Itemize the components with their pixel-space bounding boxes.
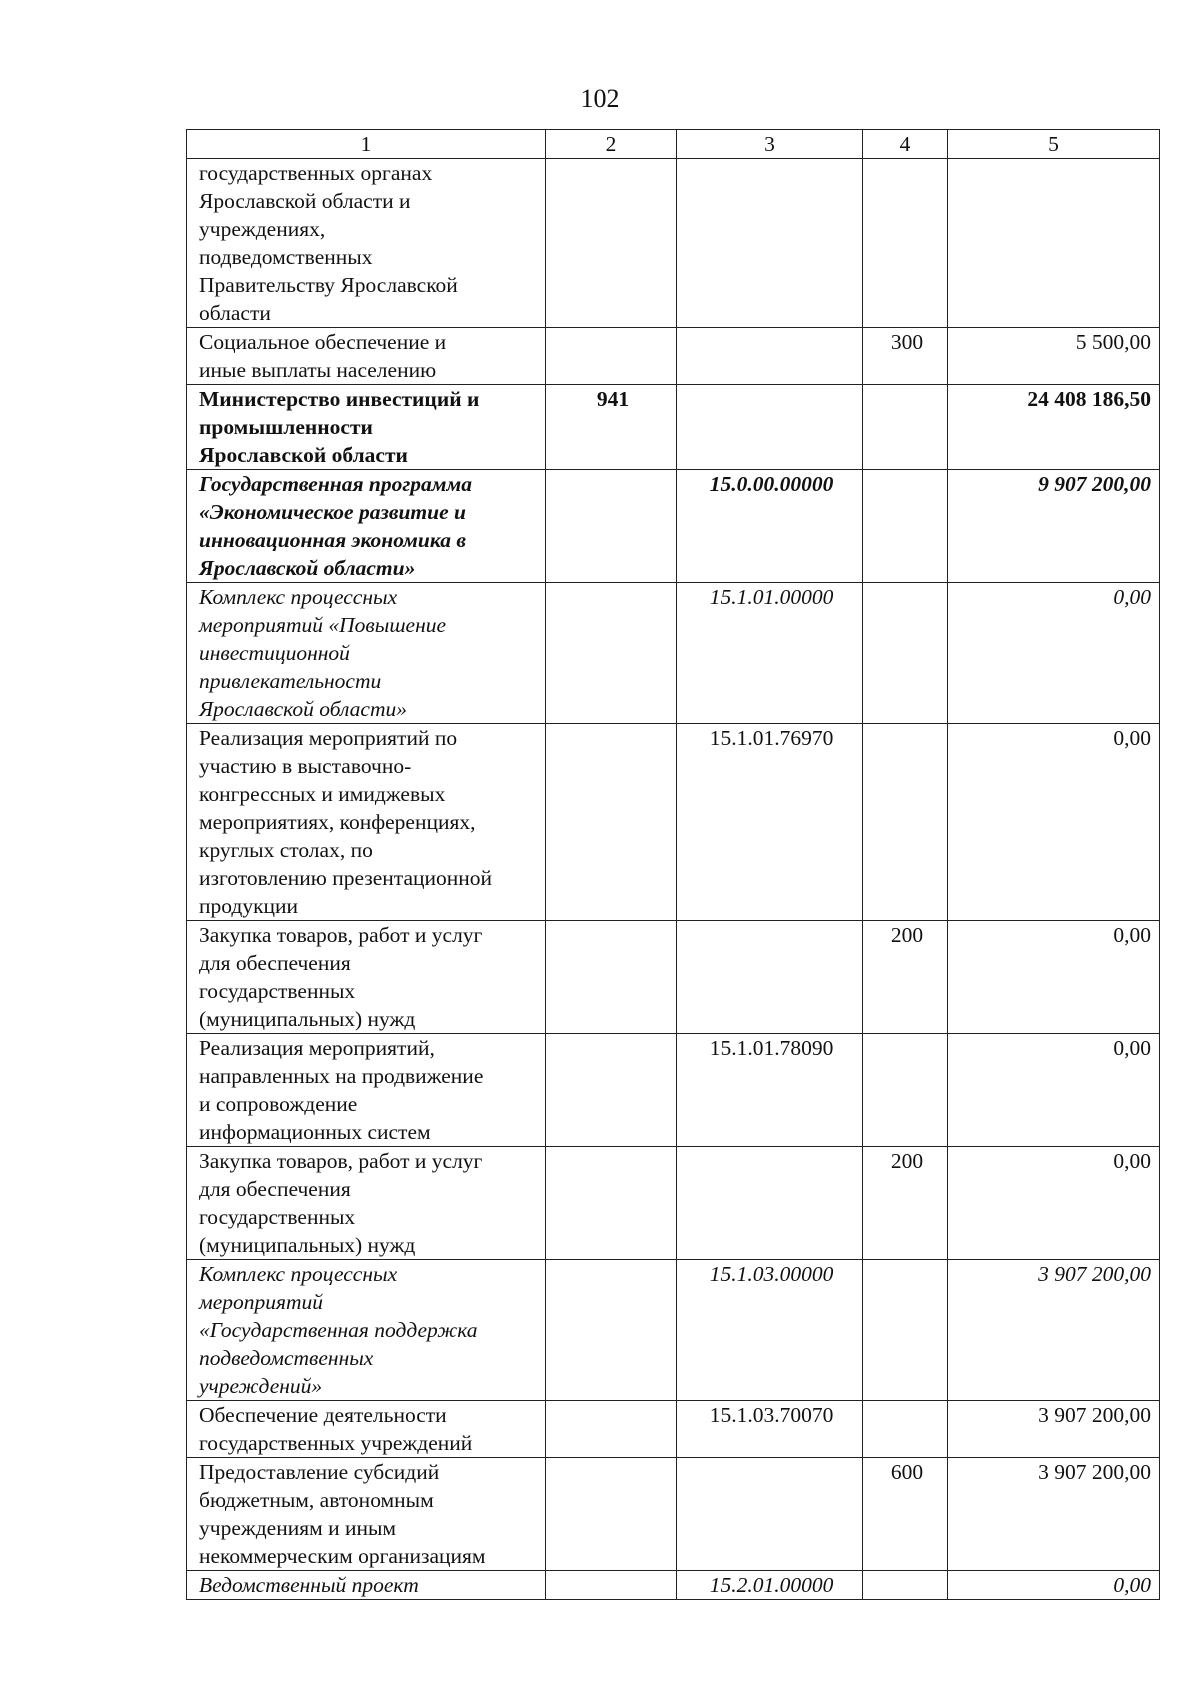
table-row [187,1147,1160,1260]
row-vr-cell: 600 [863,1458,948,1571]
row-csr-cell: 15.1.01.76970 [677,724,863,921]
table-row [187,1571,1160,1600]
table-row [187,724,1160,921]
row-grbs-cell [546,1401,677,1458]
column-header-2: 2 [546,130,677,159]
table-row [187,385,1160,470]
row-grbs-cell [546,583,677,724]
row-sum-cell: 0,00 [948,1034,1160,1147]
row-sum-cell: 3 907 200,00 [948,1458,1160,1571]
table-body [187,159,1160,1600]
row-csr-cell [677,921,863,1034]
row-vr-cell [863,1571,948,1600]
row-grbs-cell [546,724,677,921]
row-vr-cell [863,159,948,328]
row-csr-cell: 15.2.01.00000 [677,1571,863,1600]
row-grbs-cell [546,1458,677,1571]
row-name-cell: Закупка товаров, работ и услуг для обеспечения государственных (муниципальных) нужд [187,1147,546,1260]
row-vr-cell [863,724,948,921]
row-name-cell: Социальное обеспечение и иные выплаты населению [187,328,546,385]
row-sum-cell: 5 500,00 [948,328,1160,385]
row-grbs-cell [546,328,677,385]
row-csr-cell: 15.1.01.78090 [677,1034,863,1147]
row-csr-cell [677,328,863,385]
row-grbs-cell [546,1571,677,1600]
table-row [187,921,1160,1034]
row-vr-cell [863,1260,948,1401]
row-vr-cell [863,385,948,470]
row-sum-cell: 0,00 [948,583,1160,724]
row-name-cell: государственных органах Ярославской области и учреждениях, подведомственных Правительству Ярославской области [187,159,546,328]
row-grbs-cell: 941 [546,385,677,470]
row-sum-cell: 0,00 [948,724,1160,921]
row-csr-cell: 15.1.03.00000 [677,1260,863,1401]
page-number: 102 [580,84,620,113]
row-sum-cell: 0,00 [948,1571,1160,1600]
row-name-cell: Реализация мероприятий, направленных на продвижение и сопровождение информационных систем [187,1034,546,1147]
column-header-3: 3 [677,130,863,159]
row-csr-cell [677,159,863,328]
row-vr-cell: 200 [863,921,948,1034]
row-name-cell: Закупка товаров, работ и услуг для обеспечения государственных (муниципальных) нужд [187,921,546,1034]
row-name-cell: Предоставление субсидий бюджетным, автономным учреждениям и иным некоммерческим организациям [187,1458,546,1571]
column-header-4: 4 [863,130,948,159]
row-name-cell: Реализация мероприятий по участию в выставочно- конгрессных и имиджевых мероприятиях, конференциях, круглых столах, по изготовлению презентационной продукции [187,724,546,921]
row-name-cell: Обеспечение деятельности государственных учреждений [187,1401,546,1458]
row-csr-cell [677,1147,863,1260]
row-name-cell: Министерство инвестиций и промышленности Ярославской области [187,385,546,470]
table-row [187,470,1160,583]
row-vr-cell [863,583,948,724]
table-row [187,1401,1160,1458]
row-csr-cell: 15.0.00.00000 [677,470,863,583]
row-name-cell: Ведомственный проект [187,1571,546,1600]
header-row [187,130,1160,159]
table-row [187,1034,1160,1147]
row-vr-cell: 200 [863,1147,948,1260]
column-header-5: 5 [948,130,1160,159]
row-sum-cell: 0,00 [948,1147,1160,1260]
row-sum-cell: 0,00 [948,921,1160,1034]
table-row [187,159,1160,328]
row-grbs-cell [546,1034,677,1147]
table-row [187,583,1160,724]
row-sum-cell: 24 408 186,50 [948,385,1160,470]
row-grbs-cell [546,470,677,583]
budget-table [186,129,1160,1600]
row-grbs-cell [546,1147,677,1260]
column-header-1: 1 [187,130,546,159]
row-csr-cell: 15.1.03.70070 [677,1401,863,1458]
row-vr-cell [863,1034,948,1147]
row-csr-cell: 15.1.01.00000 [677,583,863,724]
row-sum-cell: 3 907 200,00 [948,1401,1160,1458]
table-header [187,130,1160,159]
row-name-cell: Комплекс процессных мероприятий «Государственная поддержка подведомственных учреждений» [187,1260,546,1401]
table-row [187,1260,1160,1401]
row-grbs-cell [546,1260,677,1401]
row-vr-cell: 300 [863,328,948,385]
row-sum-cell: 3 907 200,00 [948,1260,1160,1401]
row-csr-cell [677,1458,863,1571]
row-name-cell: Комплекс процессных мероприятий «Повышение инвестиционной привлекательности Ярославской области» [187,583,546,724]
row-sum-cell [948,159,1160,328]
row-csr-cell [677,385,863,470]
row-name-cell: Государственная программа «Экономическое развитие и инновационная экономика в Ярославской области» [187,470,546,583]
row-grbs-cell [546,921,677,1034]
table-row [187,1458,1160,1571]
row-sum-cell: 9 907 200,00 [948,470,1160,583]
row-vr-cell [863,1401,948,1458]
table-row [187,328,1160,385]
row-grbs-cell [546,159,677,328]
row-vr-cell [863,470,948,583]
